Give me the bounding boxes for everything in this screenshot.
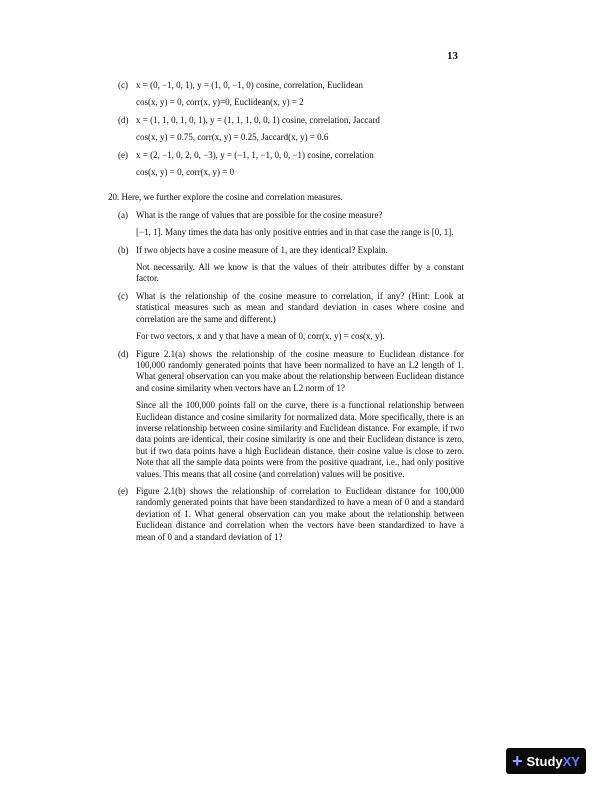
problem-20-item-d [108,349,464,480]
item-question: x = (2, −1, 0, 2, 0, −3), y = (−1, 1, −1, 0, 0, −1) cosine, correlation [136,149,374,160]
problem-intro: 20. Here, we further explore the cosine and correlation measures. [108,192,343,203]
item-question: x = (1, 1, 0, 1, 0, 1), y = (1, 1, 1, 0, 0, 1) cosine, correlation, Jaccard [136,114,380,125]
item-answer: cos(x, y) = 0, corr(x, y)=0, Euclidean(x, y) = 2 [136,97,304,108]
item-question: Figure 2.1(b) shows the relationship of correlation to Euclidean distance for 100,000 randomly generated points that have been standardized to have a mean of 0 and a standard deviation of 1. What general observation can you make about the relationship between Euclidean distance and correlation when the vectors have been standardized to have a mean of 0 and a standard deviation of 1? [136,485,464,542]
item-question: x = (0, −1, 0, 1), y = (1, 0, −1, 0) cosine, correlation, Euclidean [136,80,363,90]
item-answer: Not necessarily. All we know is that the values of their attributes differ by a constant factor. [136,262,464,284]
exercise-part-d [108,115,464,144]
page-number: 13 [447,50,458,62]
item-answer: Since all the 100,000 points fall on the curve, there is a functional relationship between Euclidean distance and cosine similarity for normalized data. More specifically, there is an inverse relationship between cosine similarity and Euclidean distance. For example, if two data points are identical, their cosine similarity is one and their Euclidean distance is zero, but if two data points have a high Euclidean distance, their cosine value is close to zero. Note that all the sample data points were from the positive quadrant, i.e., had only positive values. This means that all cosine (and correlation) values will be positive. [136,400,464,479]
item-marker: (b) [118,244,129,255]
item-answer: [−1, 1]. Many times the data has only positive entries and in that case the range is [0, 1]. [136,227,454,238]
item-marker: (c) [118,290,128,301]
studyxy-logo [506,748,586,774]
item-marker: (c) [118,80,128,90]
page-content [108,80,464,543]
item-marker: (a) [118,209,128,220]
item-marker: (e) [118,149,128,160]
exercise-part-e [108,150,464,179]
item-question: Figure 2.1(a) shows the relationship of the cosine measure to Euclidean distance for 100,000 randomly generated points that have been normalized to have an L2 length of 1. What general observation can you make about the relationship between Euclidean distance and cosine similarity when vectors have an L2 norm of 1? [136,348,464,393]
item-answer: cos(x, y) = 0.75, corr(x, y) = 0.25, Jaccard(x, y) = 0.6 [136,132,329,143]
problem-20-item-c [108,291,464,343]
item-question: If two objects have a cosine measure of 1, are they identical? Explain. [136,244,388,255]
logo-suffix: XY [562,753,580,769]
item-answer: For two vectors, x and y that have a mean of 0, corr(x, y) = cos(x, y). [136,331,385,342]
plus-icon: + [512,751,523,771]
problem-20 [108,192,464,543]
item-answer: cos(x, y) = 0, corr(x, y) = 0 [136,167,235,178]
logo-prefix: Study [526,753,563,769]
problem-20-item-a [108,210,464,239]
problem-20-item-e [108,486,464,543]
exercise-part-c [108,80,464,109]
item-marker: (d) [118,114,129,125]
item-marker: (e) [118,485,128,496]
item-marker: (d) [118,348,129,359]
item-question: What is the range of values that are possible for the cosine measure? [136,209,383,220]
item-question: What is the relationship of the cosine measure to correlation, if any? (Hint: Look at statistical measures such as mean and standard deviation in cases where cosine and correlation are the same and different.) [136,290,464,324]
problem-20-item-b [108,245,464,285]
